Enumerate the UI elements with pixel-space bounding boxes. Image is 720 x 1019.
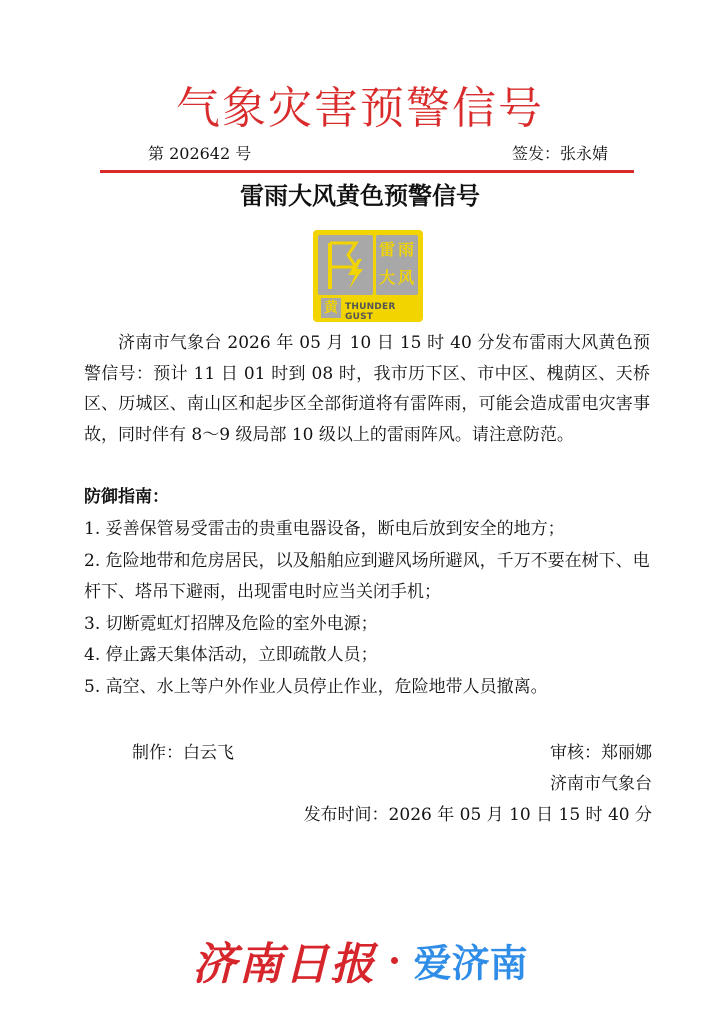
lightning-flag-icon xyxy=(318,235,373,295)
header-divider xyxy=(100,170,634,173)
reviewer: 审核：郑丽娜 xyxy=(550,743,652,763)
guideline-item: 3. 切断霓虹灯招牌及危险的室外电源； xyxy=(84,613,378,634)
maker: 制作：白云飞 xyxy=(132,743,234,763)
guideline-item: 4. 停止露天集体活动，立即疏散人员； xyxy=(84,645,378,665)
publish-time: 发布时间：2026 年 05 月 10 日 15 时 40 分 xyxy=(303,805,652,825)
guidelines-heading: 防御指南： xyxy=(84,487,169,507)
guideline-item: 1. 妥善保管易受雷击的贵重电器设备，断电后放到安全的地方； xyxy=(84,519,565,539)
thunder-gust-yellow-warning-icon xyxy=(313,230,423,322)
organization: 济南市气象台 xyxy=(550,774,652,794)
brand-separator-dot xyxy=(391,957,398,964)
ai-jinan-logo: 爱济南 xyxy=(413,941,528,986)
guideline-item: 5. 高空、水上等户外作业人员停止作业，危险地带人员撤离。 xyxy=(84,676,548,697)
warning-intro: 济南市气象台 2026 年 05 月 10 日 15 时 40 分发布雷雨大风黄色预警信号：预计 11 日 01 时到 08 时，我市历下区、市中区、槐荫区、天桥区、历城区、南山区和起步区全部街道将有雷阵雨，可能会造成雷电灾害事故，同时伴有 8～9 级局部 10 级以上的雷雨阵风。请注意防范。 xyxy=(84,333,651,445)
page-title: 气象灾害预警信号 xyxy=(176,83,544,134)
guidelines-list xyxy=(84,514,656,703)
jinan-daily-logo: 济南日报 xyxy=(192,939,377,990)
icon-char: 雨 xyxy=(398,240,415,259)
issue-number: 第 202642 号 xyxy=(148,144,252,163)
guideline-item: 2. 危险地带和危房居民，以及船舶应到避风场所避风，千万不要在树下、电杆下、塔吊下避雨，出现雷电时应当关闭手机； xyxy=(84,550,650,602)
icon-char: 雷 xyxy=(379,240,396,259)
warning-level-char: 黄 xyxy=(321,298,341,318)
warning-title: 雷雨大风黄色预警信号 xyxy=(240,182,480,210)
brand-watermark xyxy=(0,928,720,988)
warning-en-label: THUNDER GUST xyxy=(345,302,396,322)
warning-text-panel xyxy=(376,235,418,295)
icon-char: 大 xyxy=(379,268,396,287)
signer: 签发：张永婧 xyxy=(511,144,608,163)
meta-row xyxy=(148,141,608,167)
warning-symbol-panel xyxy=(318,235,373,295)
icon-char: 风 xyxy=(398,268,415,287)
